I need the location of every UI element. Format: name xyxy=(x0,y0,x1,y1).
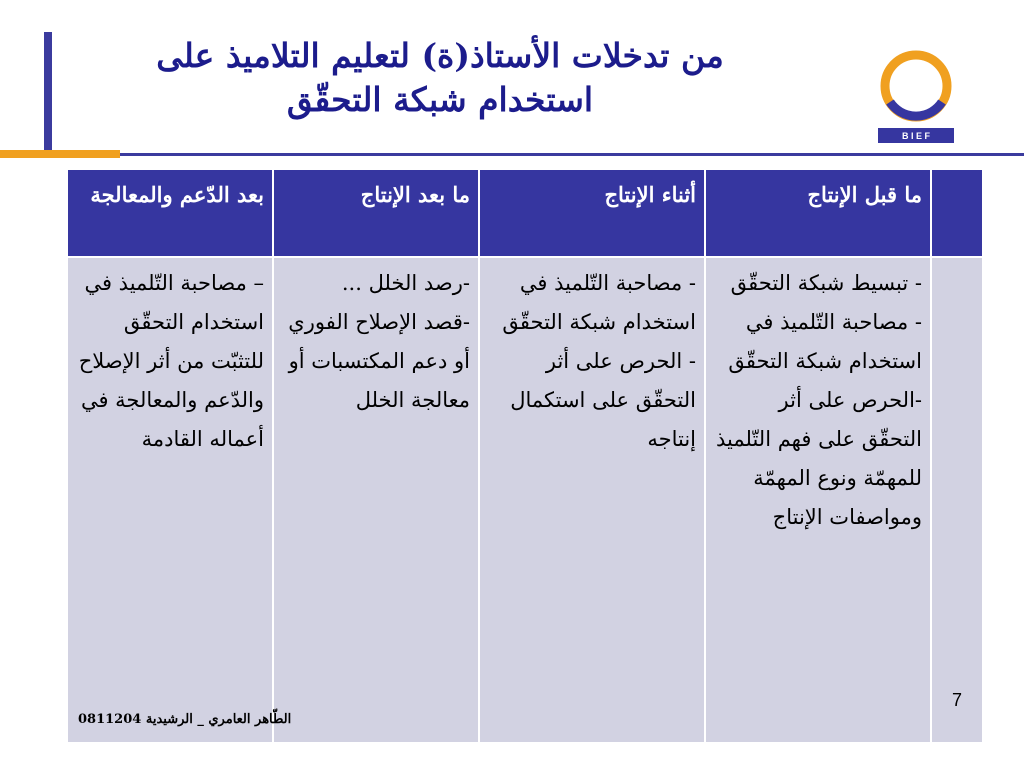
title-line-2: استخدام شبكة التحقّق xyxy=(286,80,594,119)
slide-title xyxy=(90,34,790,122)
logo-text: B I E F xyxy=(901,131,931,141)
header-during-production: أثناء الإنتاج xyxy=(479,169,705,257)
accent-vertical-bar xyxy=(44,32,52,150)
bief-logo xyxy=(870,38,960,148)
header-cell-empty xyxy=(931,169,983,257)
cell-after-remediation: – مصاحبة التّلميذ في استخدام التحقّق للتثبّت من أثر الإصلاح والدّعم والمعالجة في أعماله القادمة xyxy=(67,257,273,743)
cell-during-production: - مصاحبة التّلميذ في استخدام شبكة التحقّق - الحرص على أثر التحقّق على استكمال إنتاجه xyxy=(479,257,705,743)
table-row xyxy=(67,257,983,743)
footer-author: الطّاهر العامري _ الرشيدية 0811204 xyxy=(78,712,292,727)
table-header-row xyxy=(67,169,983,257)
cell-after-production: -رصد الخلل ... -قصد الإصلاح الفوري أو دعم المكتسبات أو معالجة الخلل xyxy=(273,257,479,743)
header-after-production: ما بعد الإنتاج xyxy=(273,169,479,257)
accent-orange-line xyxy=(0,150,120,158)
header-before-production: ما قبل الإنتاج xyxy=(705,169,931,257)
title-line-1: من تدخلات الأستاذ(ة) لتعليم التلاميذ على xyxy=(156,36,724,75)
accent-blue-line xyxy=(120,153,1024,156)
cell-before-production: - تبسيط شبكة التحقّق - مصاحبة التّلميذ في استخدام شبكة التحقّق -الحرص على أثر التحقّق على فهم التّلميذ للمهمّة ونوع المهمّة ومواصفات الإنتاج xyxy=(705,257,931,743)
interventions-table xyxy=(66,168,984,744)
header-after-remediation: بعد الدّعم والمعالجة xyxy=(67,169,273,257)
page-number: 7 xyxy=(931,257,983,743)
